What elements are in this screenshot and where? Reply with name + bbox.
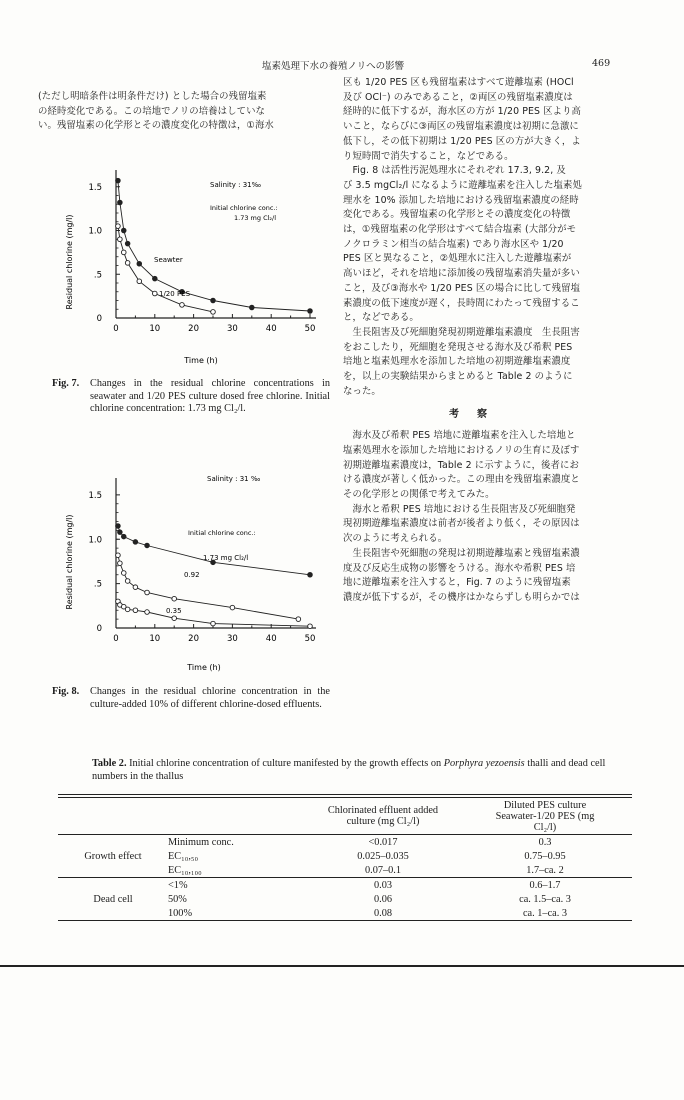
x-tick-label: 50 [304, 634, 316, 644]
text-line: 生長阻害及び死細胞発現初期遊離塩素濃度 生長阻害 [343, 326, 580, 338]
table-row [58, 863, 632, 877]
running-title: 塩素処理下水の養殖ノリへの影響 [262, 61, 405, 72]
data-point [137, 261, 142, 266]
table-header-row [58, 798, 632, 834]
table2-cell: 0.025–0.035 [357, 850, 409, 862]
x-tick-label: 40 [265, 324, 277, 334]
text-line: を，以上の実験結果からまとめると Table 2 のように [343, 371, 573, 383]
data-point [145, 543, 150, 548]
text-line: 次のように考えられる。 [343, 533, 448, 545]
table2-caption-tail: thalli and dead cell numbers in the thallus [92, 758, 606, 782]
table2-group-name [58, 878, 168, 892]
y-tick-label: 0 [96, 314, 102, 324]
text-line: なった。 [343, 385, 381, 397]
table2-grid [58, 798, 632, 834]
fig7-caption-text: Changes in the residual chlorine concentrations in seawater and 1/20 PES culture dosed free chlorine. Initial chlorine concentration: 1.73 mg Cl₂/l. [90, 378, 330, 415]
data-point [172, 596, 177, 601]
text-line: 現初期遊離塩素濃度は前者が後者より低く，その原因は [343, 518, 580, 530]
fig8-mid-value: 0.92 [184, 571, 200, 579]
figure-8-caption [52, 686, 330, 711]
table2-group-name [58, 863, 168, 877]
table2-cell: 1.7–ca. 2 [526, 864, 564, 876]
table2-group-name [58, 906, 168, 920]
table2-cell: ca. 1.5–ca. 3 [519, 893, 571, 905]
fig7-caption-label: Fig. 7. [52, 378, 80, 389]
x-tick-label: 30 [226, 634, 238, 644]
text-line: PES 区と異なること，②処理水に注入した遊離塩素が [343, 253, 572, 265]
fig8-low-value: 0.35 [166, 607, 182, 615]
data-point [250, 305, 255, 310]
table2-col-header-2-text: Diluted PES culture Seawater-1/20 PES (mg Cl₂/l) [495, 799, 595, 833]
table2-cell: <0.017 [368, 836, 398, 848]
data-point [308, 309, 313, 314]
table2-row-label: 100% [168, 907, 193, 919]
fig8-caption-text: Changes in the residual chlorine concentration in the culture-added 10% of different chlorine-dosed effluents. [90, 686, 330, 710]
fig8-x-label: Time (h) [187, 663, 221, 672]
text-line: いこと，ならびに③両区の残留塩素濃度は初期に急激に [343, 121, 579, 133]
table2-label: Table 2. [92, 758, 127, 769]
data-point [211, 621, 216, 626]
x-tick-label: 0 [113, 324, 119, 334]
y-tick-label: .5 [93, 270, 102, 281]
y-tick-label: 1.5 [88, 182, 102, 193]
x-tick-label: 30 [226, 324, 238, 334]
data-point [145, 610, 150, 615]
table2-cell: 0.07–0.1 [364, 864, 402, 876]
data-point [137, 279, 142, 284]
table2-col-header-2 [458, 798, 632, 834]
text-line: 初期遊離塩素濃度は，Table 2 に示すように，後者にお [343, 459, 579, 471]
right-column-text [343, 76, 611, 606]
data-point [230, 605, 235, 610]
table2-row-label: 50% [168, 893, 187, 905]
table2-cell: 0.08 [373, 907, 393, 919]
text-line: い。残留塩素の化学形とその濃度変化の特徴は，①海水 [38, 120, 274, 132]
data-point [133, 608, 138, 613]
fig7-pes-label: 1/20 PES [159, 290, 191, 298]
y-tick-label: .5 [93, 579, 102, 590]
table-row [58, 906, 632, 920]
data-point [133, 540, 138, 545]
right-paragraphs-a [343, 76, 611, 399]
y-tick-label: 1.5 [88, 490, 102, 501]
table2-caption-main: Initial chlorine concentration of culture manifested by the growth effects on [129, 758, 442, 769]
data-point [116, 224, 121, 229]
x-tick-label: 0 [113, 634, 119, 644]
text-line: 地に遊離塩素を注入すると，Fig. 7 のように残留塩素 [343, 577, 571, 589]
data-point [125, 579, 130, 584]
y-tick-label: 0 [96, 624, 102, 634]
data-point [153, 291, 158, 296]
data-point [118, 530, 123, 535]
table-row [58, 878, 632, 892]
table2-group [58, 878, 632, 920]
table-row [58, 835, 632, 849]
text-line: は，①残留塩素の化学形はすべて結合塩素 (大部分がモ [343, 224, 577, 236]
text-line: 素濃度の低下速度が遅く，長時間にわたって残留するこ [343, 297, 580, 309]
table2-cell: 0.06 [373, 893, 393, 905]
x-tick-label: 10 [149, 634, 161, 644]
text-line: 生長阻害や死細胞の発現は初期遊離塩素と残留塩素濃 [343, 547, 580, 559]
data-point [116, 553, 121, 558]
text-line: 海水及び希釈 PES 培地に遊離塩素を注入した培地と [343, 430, 576, 442]
table2-group [58, 835, 632, 877]
y-tick-label: 1.0 [88, 226, 102, 237]
page-number: 469 [592, 58, 611, 69]
data-point [308, 624, 313, 629]
text-line: Fig. 8 は活性汚泥処理水にそれぞれ 17.3, 9.2, 及 [343, 165, 566, 177]
table2-group-name: Growth effect [84, 850, 142, 862]
series-line [118, 555, 299, 619]
text-line: 理水を 10% 添加した培地における残留塩素濃度の経時 [343, 194, 579, 206]
data-point [125, 241, 130, 246]
data-point [133, 585, 138, 590]
data-point [125, 261, 130, 266]
figure-7-caption [52, 378, 330, 416]
data-point [180, 303, 185, 308]
text-line: 変化である。残留塩素の化学形とその濃度変化の特徴 [343, 209, 571, 221]
figure-7-chart [38, 160, 328, 370]
data-point [118, 200, 123, 205]
fig7-x-label: Time (h) [184, 356, 218, 365]
data-point [308, 572, 313, 577]
text-line: 経時的に低下するが，海水区の方が 1/20 PES 区より高 [343, 106, 582, 118]
data-point [125, 607, 130, 612]
table2-row-label: EC₁₀,₅₀ [168, 850, 199, 862]
data-point [153, 276, 158, 281]
x-tick-label: 10 [149, 324, 161, 334]
data-point [121, 534, 126, 539]
table2-cell: 0.03 [373, 879, 393, 891]
table2-caption-species: Porphyra yezoensis [443, 758, 525, 769]
figure-8-chart [38, 460, 328, 680]
fig7-initial-value: 1.73 mg Cl₂/l [234, 214, 277, 222]
text-line: その化学形との関係で考えてみた。 [343, 488, 495, 500]
fig7-initial-label: Initial chlorine conc.: [210, 204, 278, 212]
section-title: 考察 [449, 409, 505, 421]
text-line: の経時変化である。この培地でノリの培養はしていな [38, 105, 266, 117]
text-line: こと，及び③海水や 1/20 PES 区の場合に比して残留塩 [343, 282, 581, 294]
text-line: と，などである。 [343, 312, 419, 324]
data-point [145, 590, 150, 595]
table-2 [58, 794, 632, 921]
data-point [172, 616, 177, 621]
x-tick-label: 20 [188, 324, 200, 334]
data-point [116, 178, 121, 183]
text-line: (ただし明暗条件は明条件だけ) とした場合の残留塩素 [38, 91, 267, 102]
page-bottom-rule [0, 965, 684, 967]
text-line: び 3.5 mgCl₂/l になるように遊離塩素を注入した塩素処 [343, 179, 582, 191]
fig7-salinity: Salinity : 31‰ [210, 181, 261, 189]
table2-cell: 0.75–0.95 [524, 850, 566, 862]
text-line: 区も 1/20 PES 区も残留塩素はすべて遊離塩素 (HOCl [343, 77, 574, 88]
data-point [121, 571, 126, 576]
y-tick-label: 1.0 [88, 535, 102, 546]
table2-group-name: Dead cell [93, 893, 133, 905]
fig8-top-value: 1.73 mg Cl₂/l [203, 554, 249, 562]
text-line: 高いほど，それを培地に添加後の残留塩素消失量が多い [343, 268, 580, 280]
series-line [118, 226, 213, 312]
table-row [58, 892, 632, 906]
table-2-caption [92, 758, 612, 783]
fig8-salinity: Salinity : 31 ‰ [207, 475, 261, 483]
text-line: ける濃度が著しく低かった。この理由を残留塩素濃度と [343, 474, 580, 486]
data-point [211, 310, 216, 315]
data-point [121, 228, 126, 233]
text-line: 低下し，その低下初期は 1/20 PES 区の方が大きく，よ [343, 135, 581, 147]
text-line: 度及び反応生成物の影響をうける。海水や希釈 PES 培 [343, 562, 576, 574]
text-line: 及び OCl⁻) のみであること，②両区の残留塩素濃度は [343, 91, 573, 103]
text-line: をおこしたり，死細胞を発現させる海水及び希釈 PES [343, 341, 573, 353]
table2-col-header-1-text: Chlorinated effluent added culture (mg Cl₂/l) [327, 805, 439, 827]
text-line: 海水と希釈 PES 培地における生長阻害及び死細胞発 [343, 503, 576, 515]
x-tick-label: 20 [188, 634, 200, 644]
table2-col-header-1 [308, 798, 458, 834]
data-point [121, 250, 126, 255]
fig8-initial-label: Initial chlorine conc.: [188, 529, 256, 537]
data-point [296, 617, 301, 622]
fig8-y-label: Residual chlorine (mg/l) [65, 514, 74, 610]
data-point [118, 237, 123, 242]
text-line: 塩素処理水を添加した培地におけるノリの生育に及ぼす [343, 444, 580, 456]
fig8-caption-label: Fig. 8. [52, 686, 80, 697]
table2-row-label: Minimum conc. [168, 836, 234, 848]
table2-group-name [58, 835, 168, 849]
data-point [118, 561, 123, 566]
table2-cell: 0.3 [538, 836, 552, 848]
table2-row-label: <1% [168, 879, 188, 891]
left-column-text [38, 90, 322, 134]
text-line: ノクロラミン相当の結合塩素) であり海水区や 1/20 [343, 238, 564, 250]
table2-row-label: EC₁₀,₁₀₀ [168, 864, 202, 876]
right-paragraphs-b [343, 429, 611, 605]
text-line: り短時間で消失すること，などである。 [343, 150, 514, 162]
data-point [211, 298, 216, 303]
text-line: 濃度が低下するが，その機序はかならずしも明らかでは [343, 591, 580, 603]
table2-cell: ca. 1–ca. 3 [522, 907, 568, 919]
fig7-seawater-label: Seawter [154, 256, 183, 264]
table-row [58, 849, 632, 863]
data-point [116, 524, 121, 529]
x-tick-label: 40 [265, 634, 277, 644]
series-line [118, 181, 310, 311]
x-tick-label: 50 [304, 324, 316, 334]
table2-body [58, 834, 632, 921]
text-line: 培地と塩素処理水を添加した培地の初期遊離塩素濃度 [343, 356, 571, 368]
fig7-y-label: Residual chlorine (mg/l) [65, 214, 74, 310]
table2-cell: 0.6–1.7 [529, 879, 561, 891]
